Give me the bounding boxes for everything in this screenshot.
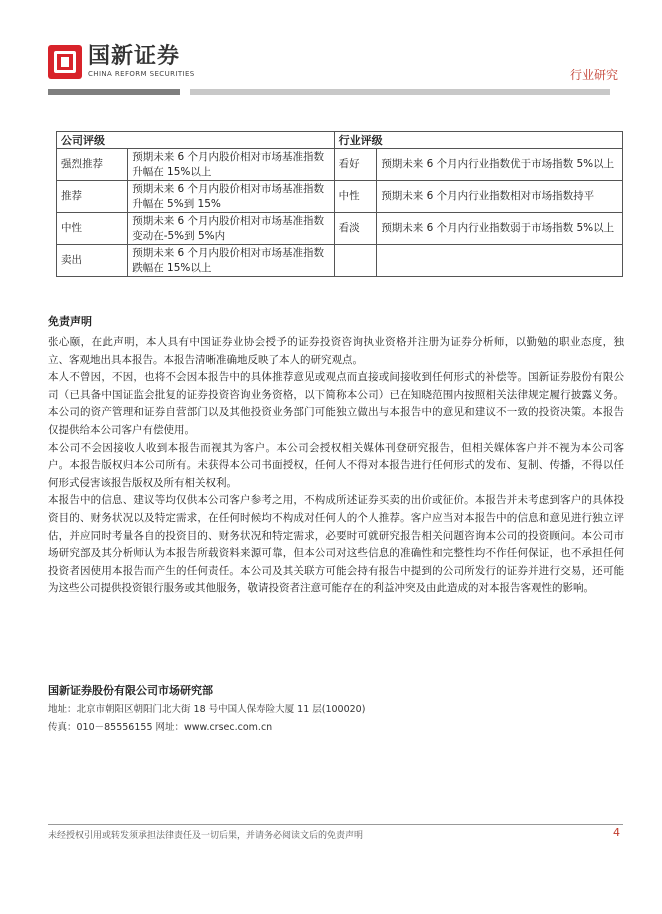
table-row — [57, 213, 623, 245]
company-rating-desc: 预期未来 6 个月内股价相对市场基准指数变动在-5%到 5%内 — [128, 213, 334, 245]
footer-rule — [48, 824, 623, 825]
disclaimer-title: 免责声明 — [48, 315, 92, 328]
ratings-header-row — [57, 132, 623, 149]
address: 地址：北京市朝阳区朝阳门北大街 18 号中国人保寿险大厦 11 层(100020) — [48, 704, 366, 715]
header-rule-dark — [48, 89, 180, 95]
ratings-table — [56, 131, 623, 277]
company-rating-desc: 预期未来 6 个月内股价相对市场基准指数升幅在 15%以上 — [128, 149, 334, 181]
industry-rating-desc: 预期未来 6 个月内行业指数弱于市场指数 5%以上 — [377, 213, 623, 245]
industry-rating-desc — [377, 245, 623, 277]
organization-name: 国新证券股份有限公司市场研究部 — [48, 684, 213, 697]
logo-mark-icon — [48, 45, 82, 79]
logo-english-name: CHINA REFORM SECURITIES — [88, 70, 195, 78]
company-rating: 强烈推荐 — [57, 149, 128, 181]
page-number: 4 — [613, 826, 620, 839]
table-row — [57, 245, 623, 277]
industry-rating: 看好 — [334, 149, 377, 181]
industry-rating-desc: 预期未来 6 个月内行业指数优于市场指数 5%以上 — [377, 149, 623, 181]
report-category: 行业研究 — [569, 68, 618, 82]
company-rating-desc: 预期未来 6 个月内股价相对市场基准指数跌幅在 15%以上 — [128, 245, 334, 277]
industry-rating-desc: 预期未来 6 个月内行业指数相对市场指数持平 — [377, 181, 623, 213]
disclaimer-paragraph: 张心颐，在此声明，本人具有中国证券业协会授予的证券投资咨询执业资格并注册为证券分析师，以勤勉的职业态度，独立、客观地出具本报告。本报告清晰准确地反映了本人的研究观点。 — [48, 336, 624, 366]
disclaimer-paragraph: 本公司不会因接收人收到本报告而视其为客户。本公司会授权相关媒体刊登研究报告，但相关媒体客户并不视为本公司客户。本报告版权归本公司所有。未获得本公司书面授权，任何人不得对本报告进行任何形式的发布、复制、传播，不得以任何形式侵害该报告版权及所有相关权利。 — [48, 441, 624, 489]
industry-rating-header: 行业评级 — [334, 132, 622, 149]
industry-rating: 中性 — [334, 181, 377, 213]
company-rating: 卖出 — [57, 245, 128, 277]
fax-website: 传真：010－85556155 网址：www.crsec.com.cn — [48, 722, 273, 733]
logo-chinese-name: 国新证券 — [88, 44, 181, 69]
logo-text — [88, 45, 195, 79]
company-rating-desc: 预期未来 6 个月内股价相对市场基准指数升幅在 5%到 15% — [128, 181, 334, 213]
disclaimer-paragraph: 本报告中的信息、建议等均仅供本公司客户参考之用，不构成所述证券买卖的出价或征价。本报告并未考虑到客户的具体投资目的、财务状况以及特定需求，在任何时候均不构成对任何人的个人推荐。客户应当对本报告中的信息和意见进行独立评估，并应同时考量各自的投资目的、财务状况和特定需求，必要时可就研究报告相关问题咨询本公司的投资顾问。本公司市场研究部及其分析师认为本报告所载资料来源可靠，但本公司对这些信息的准确性和完整性均不作任何保证，也不承担任何投资者因使用本报告而产生的任何责任。本公司及其关联方可能会持有报告中提到的公司所发行的证券并进行交易，还可能为这些公司提供投资银行服务或其他服务，敬请投资者注意可能存在的利益冲突及由此造成的对本报告客观性的影响。 — [48, 494, 624, 595]
table-row — [57, 149, 623, 181]
disclaimer-paragraph: 本人不曾因，不因，也将不会因本报告中的具体推荐意见或观点而直接或间接收到任何形式的补偿等。国新证券股份有限公司（已具备中国证监会批复的证券投资咨询业务资格，以下简称本公司）已在知晓范围内按照相关法律规定履行披露义务。本公司的资产管理和证券自营部门以及其他投资业务部门可能独立做出与本报告中的意见和建议不一致的投资决策。本报告仅提供给本公司客户有偿使用。 — [48, 371, 624, 436]
company-rating: 推荐 — [57, 181, 128, 213]
brand-logo — [48, 44, 195, 80]
company-rating-header: 公司评级 — [57, 132, 335, 149]
disclaimer-body — [48, 334, 624, 598]
company-rating: 中性 — [57, 213, 128, 245]
table-row — [57, 181, 623, 213]
footer-note: 未经授权引用或转发须承担法律责任及一切后果，并请务必阅读文后的免责声明 — [48, 831, 364, 841]
industry-rating: 看淡 — [334, 213, 377, 245]
header-rule-light — [190, 89, 610, 95]
industry-rating — [334, 245, 377, 277]
